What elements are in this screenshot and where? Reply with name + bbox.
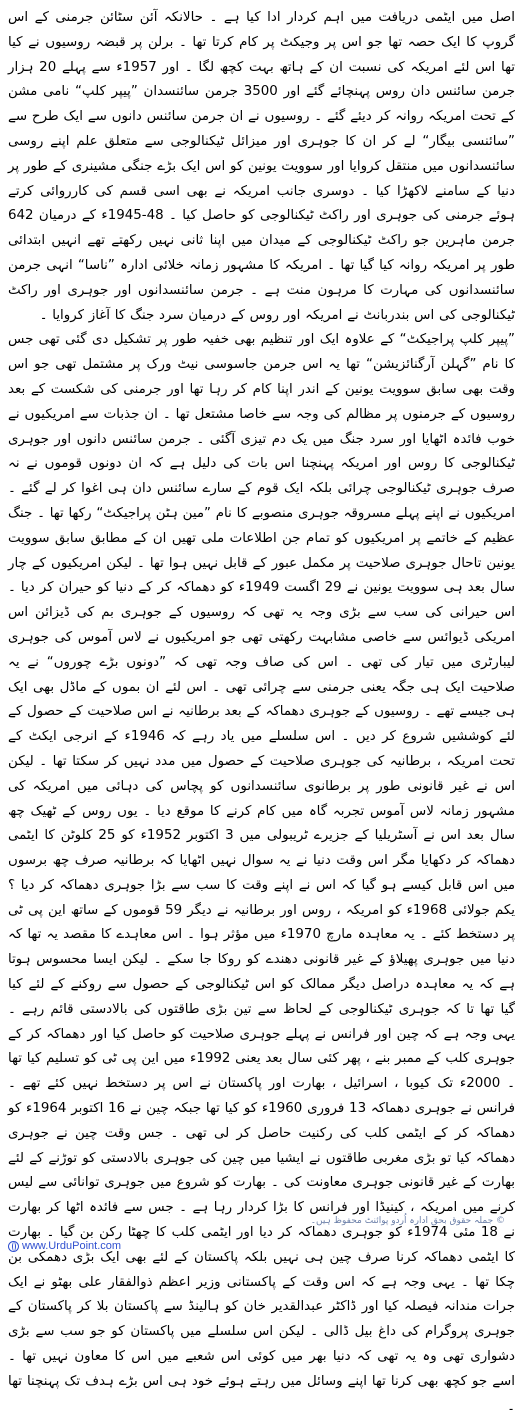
paragraph-1: اصل میں ایٹمی دریافت میں اہم کردار ادا کیا ہے ۔ حالانکہ آئن سٹائن جرمنی کے اس گروپ کا ایک حصہ تھا جو اس پر وجیکٹ پر کام کرتا تھا ۔ برلن پر قبضہ روسیوں نے کیا تھا اس لئے امریکہ کی نسبت ان کے ہاتھ بہت کچھ لگا ۔ اور 1957ء سے پہلے 20 ہزار جرمن سائنس دان روس پہنچائے گئے اور 3500 جرمن سائنسدان ”پیپر کلپ“ نامی مشن کے تحت امریکہ روانہ کر دیئے گئے ۔ روسیوں نے ان جرمن سائنس دانوں سے ایک طرح سے ”سائنسی بیگار“ لے کر ان کا جوہری اور میزائل ٹیکنالوجی سے متعلق علم اپنے روسی سائنسدانوں میں منتقل کروایا اور سوویت یونین کو اس ایک بڑے جنگی مشینری کے طور پر دنیا کے سامنے لاکھڑا کیا ۔ دوسری جانب امریکہ نے بھی اسی قسم کی کارروائی کرتے ہوئے جرمنی کی جوہری اور راکٹ ٹیکنالوجی کو حاصل کیا ۔ 48-1945ء کے درمیان 642 جرمن ماہرین جو راکٹ ٹیکنالوجی کے میدان میں اپنا ثانی نہیں رکھتے تھے انہیں ابتدائی طور پر امریکہ روانہ کیا گیا تھا ۔ امریکہ کا مشہور زمانہ خلائی ادارہ ”ناسا“ انہی جرمن سائنسدانوں کی مہارت کا مرہون منت ہے ۔ جرمن سائنسدانوں اور جوہری اور راکٹ ٹیکنالوجی کی اس بندربانٹ نے امریکہ اور روس کے درمیان سرد جنگ کا آغاز کروایا ۔ bbox=[8, 10, 516, 323]
site-link[interactable] bbox=[8, 1240, 121, 1252]
article-body bbox=[8, 6, 515, 1419]
site-url[interactable]: www.UrduPoint.com bbox=[22, 1240, 122, 1252]
page-footer bbox=[0, 1216, 523, 1252]
paragraph-2: ”پیپر کلپ پراجیکٹ“ کے علاوہ ایک اور تنظیم بھی خفیہ طور پر تشکیل دی گئی تھی جس کا نام ”گہلن آرگنائزیشن“ تھا یہ اس جرمن جاسوسی نیٹ ورک پر مشتمل تھی جو اس وقت بھی سابق سوویت یونین کے اندر اپنا کام کر رہا تھا اور جرمنی کی شکست کے بعد روسیوں کے جرمنوں پر مظالم کی وجہ سے خاصا مشتعل تھا ۔ ان جذبات سے امریکیوں نے خوب فائدہ اٹھایا اور سرد جنگ میں یک دم تیزی آگئی ۔ جرمن سائنس دانوں اور جوہری ٹیکنالوجی کا روس اور امریکہ پہنچنا اس بات کی دلیل ہے کہ ان دونوں قوموں نے نہ صرف جوہری ٹیکنالوجی چرائی بلکہ ایک قوم کے سارے سائنس دان ہی اغوا کر لے گئے ۔ امریکیوں نے اپنے پہلے مسروقہ جوہری منصوبے کا نام ”مین ہٹن پراجیکٹ“ رکھا تھا ۔ جنگ عظیم کے خاتمے پر امریکیوں کو تمام جن اطلاعات ملی تھیں ان کے مطابق سابق سوویت یونین تاحال جوہری صلاحیت پر مکمل عبور کے قابل نہیں ہوا تھا ۔ لیکن امریکیوں کے چار سال بعد ہی سوویت یونین نے 29 اگست 1949ء کو دھماکہ کر کے دنیا کو حیران کر دیا ۔ اس حیرانی کی سب سے بڑی وجہ یہ تھی کہ روسیوں کے جوہری بم کی ڈیزائن اس امریکی ڈیوائس سے خاصی مشابہت رکھتی تھی جو امریکیوں نے لاس آموس کی جوہری لیبارٹری میں تیار کی تھی ۔ اس کی صاف وجہ تھی کہ ”دونوں بڑے چوروں“ نے یہ صلاحیت ایک ہی جگہ یعنی جرمنی سے چرائی تھی ۔ اس لئے ان بموں کے ماڈل بھی ایک ہی جیسے تھے ۔ روسیوں کے جوہری دھماکہ کے بعد برطانیہ نے اس صلاحیت کے حصول کے لئے کوششیں شروع کر دیں ۔ اس سلسلے میں یاد رہے کہ 1946ء کے انرجی ایکٹ کے تحت امریکہ ، برطانیہ کی جوہری صلاحیت کے حصول میں مدد نہیں کر سکتا تھا ۔ لیکن اس نے غیر قانونی طور پر برطانوی سائنسدانوں کو پچاس کی دہائی میں امریکہ کی مشہور زمانہ لاس آموس تجربہ گاہ میں کام کرنے کا موقع دیا ۔ یوں روس کے ٹھیک چھ سال بعد اس نے آسٹریلیا کے جزیرے ٹریبولی میں 3 اکتوبر 1952ء کو 25 کلوٹن کا ایٹمی دھماکہ کر دکھایا مگر اس وقت دنیا نے یہ سوال نہیں اٹھایا کہ برطانیہ صرف چھ برسوں میں اس قابل کیسے ہو گیا کہ اس نے اپنے وقت کا سب سے بڑا جوہری دھماکہ کر دیا ؟ یکم جولائی 1968ء کو امریکہ ، روس اور برطانیہ نے دیگر 59 قوموں کے ساتھ این پی ٹی پر دستخط کئے ۔ یہ معاہدہ مارچ 1970ء میں مؤثر ہوا ۔ اس معاہدے کا مقصد یہ تھا کہ دنیا میں جوہری پھیلاؤ کے غیر قانونی دھندے کو روکا جا سکے ۔ لیکن ایسا محسوس ہوتا ہے کہ یہ معاہدہ دراصل دیگر ممالک کو اس ٹیکنالوجی کے حصول سے روکنے کے لئے کیا گیا تھا تا کہ جوہری ٹیکنالوجی کے لحاظ سے تین بڑی طاقتوں کی بالادستی قائم رہے ۔ یہی وجہ ہے کہ چین اور فرانس نے پہلے جوہری صلاحیت کو حاصل کیا اور دھماکہ کر کے جوہری کلب کے ممبر بنے ، پھر کئی سال بعد یعنی 1992ء میں این پی ٹی کو تسلیم کیا تھا ۔ 2000ء تک کیوبا ، اسرائیل ، بھارت اور پاکستان نے اس پر دستخط نہیں کئے تھے ۔ فرانس نے جوہری دھماکہ 13 فروری 1960ء کو کیا تھا جبکہ چین نے 16 اکتوبر 1964ء کو دھماکہ کر کے ایٹمی کلب کی رکنیت حاصل کر لی تھی ۔ جس وقت چین نے جوہری دھماکہ کیا تو بڑی مغربی طاقتوں نے ایشیا میں چین کی جوہری بالادستی کو توڑنے کے لئے بھارت کے غیر قانونی جوہری معاونت کی ۔ بھارت کو شروع میں جوہری توانائی سے لیس کرنے میں امریکہ ، کینیڈا اور فرانس کا بڑا کردار رہا ہے ۔ جس سے فائدہ اٹھا کر بھارت نے 18 مئی 1974ء کو جوہری دھماکہ کر دیا اور ایٹمی کلب کا چھٹا رکن بن گیا ۔ بھارت کا ایٹمی دھماکہ کرنا صرف چین ہی نہیں بلکہ پاکستان کے لئے بھی ایک بڑی دھمکی بن چکا تھا ۔ یہی وجہ ہے کہ اس وقت کے پاکستانی وزیر اعظم ذوالفقار علی بھٹو نے ایک جرات مندانہ فیصلہ کیا اور ڈاکٹر عبدالقدیر خان کو ہالینڈ سے پاکستان بلا کر پاکستان کے جوہری پروگرام کی داغ بیل ڈالی ۔ لیکن اس سلسلے میں پاکستان کو جو سب سے بڑی دشواری تھی وہ یہ تھی کہ دنیا بھر میں کوئی اس شعبے میں اس کا معاون نہیں تھا ۔ اسے جو کچھ بھی کرنا تھا اپنے وسائل میں رہتے ہوئے خود ہی اس بڑے ہدف تک پہنچنا تھا ۔ bbox=[8, 332, 516, 1414]
copyright-notice: © جملہ حقوق بحق ادارہ اُردو پوائنٹ محفوظ ہیں۔ bbox=[310, 1216, 505, 1226]
globe-icon bbox=[8, 1241, 19, 1252]
